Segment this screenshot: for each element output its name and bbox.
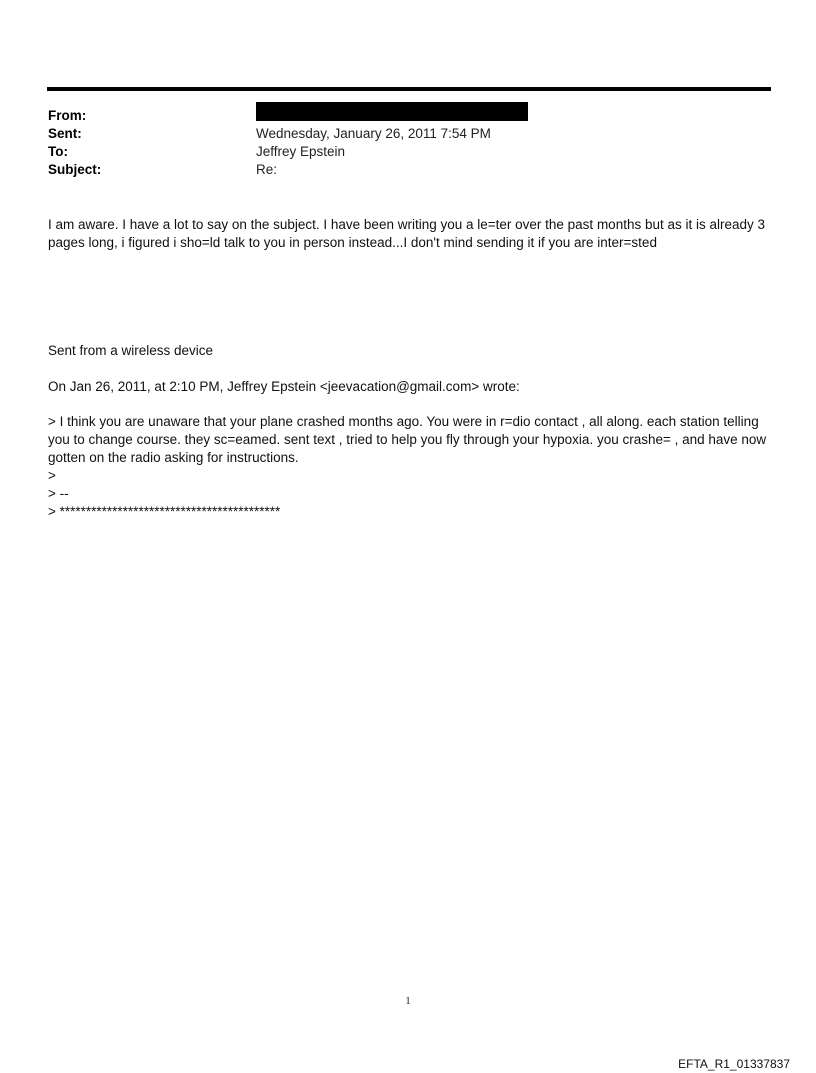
- email-header: [48, 107, 768, 179]
- message-body: [48, 216, 768, 252]
- quoted-line: > --: [48, 486, 69, 501]
- page-number: 1: [405, 995, 411, 1007]
- signature-block: [48, 342, 768, 360]
- redaction-bar: [256, 102, 528, 121]
- quoted-message: [48, 413, 768, 521]
- subject-label: Subject:: [48, 162, 102, 177]
- quoted-line: >: [48, 468, 56, 483]
- quoted-line: > I think you are unaware that your plane crashed months ago. You were in r=dio contact , all along. each station telling you to change course. they sc=eamed. sent text , tried to help you fly through your hypoxia. you crashe= , and have now gotten on the radio asking for instructions.: [48, 414, 767, 465]
- signature-line: Sent from a wireless device: [48, 343, 214, 358]
- sent-value: Wednesday, January 26, 2011 7:54 PM: [256, 126, 491, 141]
- to-row: [48, 143, 768, 161]
- quote-intro: On Jan 26, 2011, at 2:10 PM, Jeffrey Epstein <jeevacation@gmail.com> wrote:: [48, 379, 520, 394]
- document-id: EFTA_R1_01337837: [678, 1057, 790, 1071]
- subject-row: [48, 161, 768, 179]
- from-row: [48, 107, 768, 125]
- sent-label: Sent:: [48, 126, 82, 141]
- subject-value: Re:: [256, 162, 278, 177]
- to-label: To:: [48, 144, 68, 159]
- quote-intro-block: [48, 378, 768, 396]
- sent-row: [48, 125, 768, 143]
- to-value: Jeffrey Epstein: [256, 144, 346, 159]
- header-rule: [47, 87, 771, 91]
- body-paragraph: I am aware. I have a lot to say on the subject. I have been writing you a le=ter over the past months but as it is already 3 pages long, i figured i sho=ld talk to you in person instead...I don't mind sending it if you are inter=sted: [48, 217, 766, 250]
- from-label: From:: [48, 108, 87, 123]
- quoted-line: > ******************************************: [48, 504, 281, 519]
